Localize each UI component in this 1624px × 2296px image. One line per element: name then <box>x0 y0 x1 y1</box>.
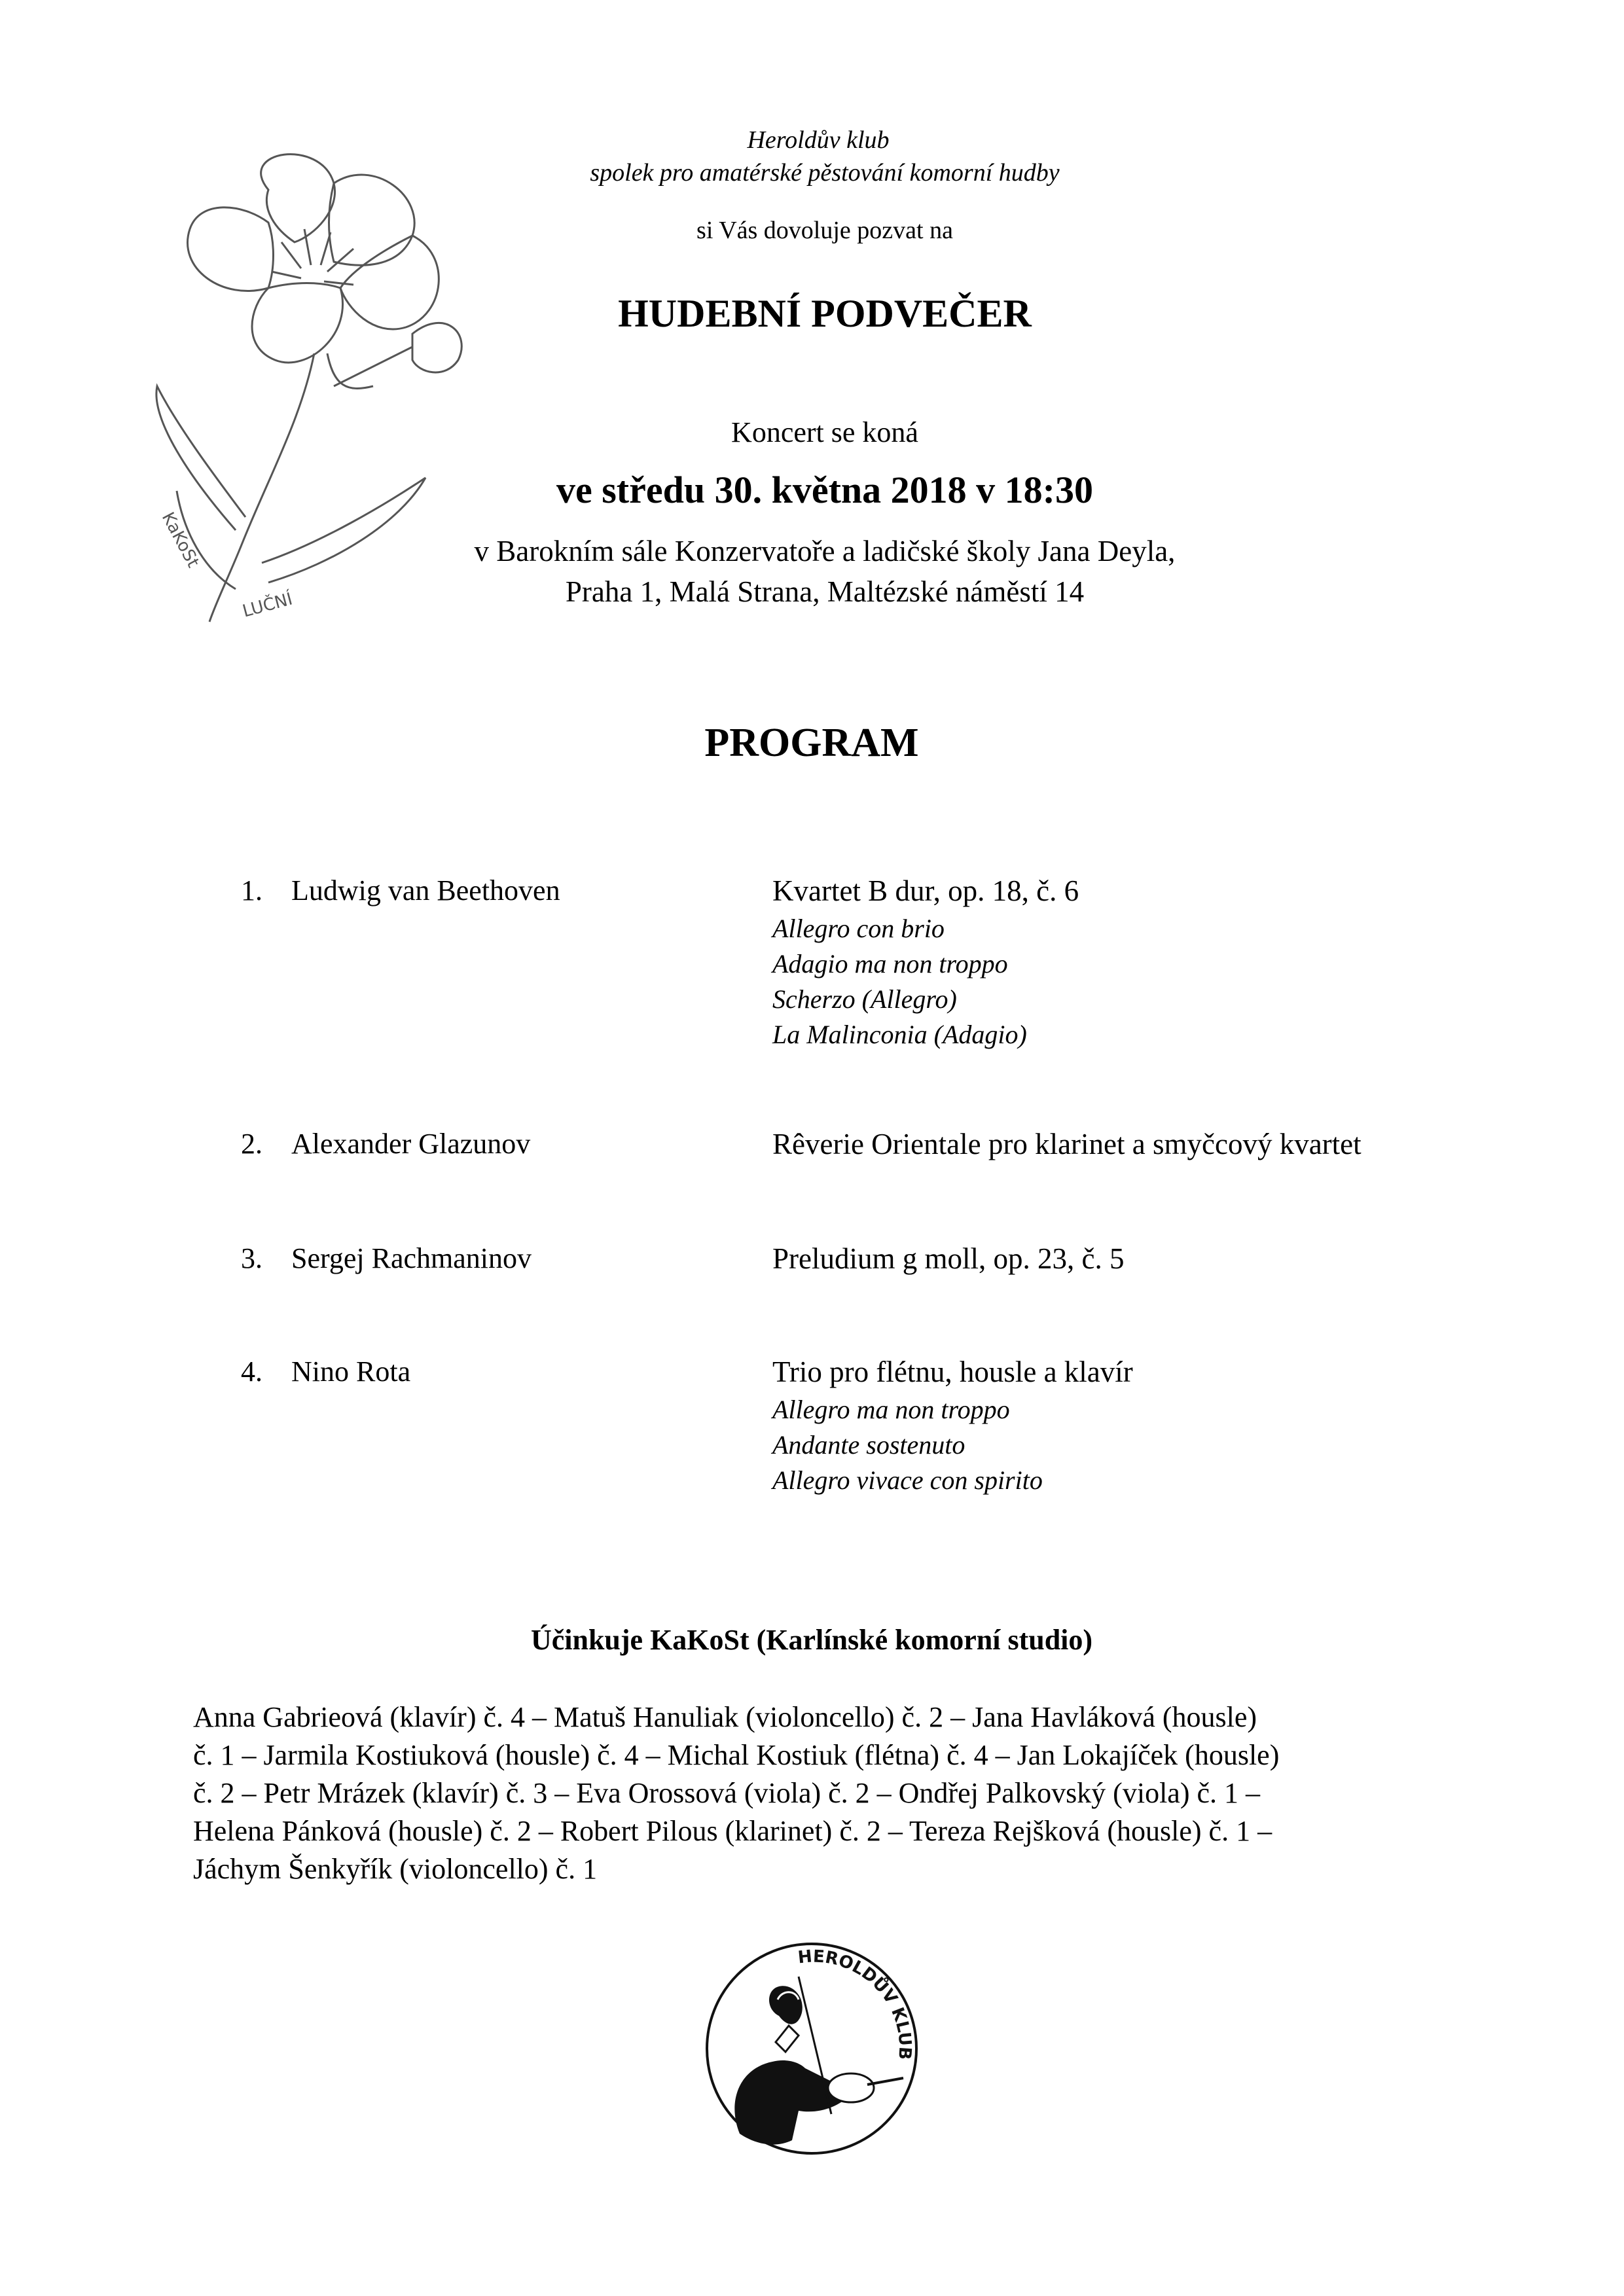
invite-text: si Vás dovoluje pozvat na <box>696 217 953 244</box>
movement: Andante sostenuto <box>772 1430 965 1460</box>
club-name: Heroldův klub <box>747 126 890 154</box>
performers-line: Helena Pánková (housle) č. 2 – Robert Pilous (klarinet) č. 2 – Tereza Rejšková (housle) č. 1 – <box>193 1815 1272 1847</box>
event-title: HUDEBNÍ PODVEČER <box>618 292 1032 335</box>
flower-caption-right: LUČNÍ <box>240 589 295 622</box>
flower-caption-left: KaKoSt <box>157 509 204 571</box>
movement: Allegro ma non troppo <box>772 1395 1010 1424</box>
program-item-composer: Sergej Rachmaninov <box>291 1242 532 1274</box>
movement: Adagio ma non troppo <box>772 949 1008 978</box>
concert-lead: Koncert se koná <box>731 416 918 448</box>
logo-text: HEROLDŮV KLUB <box>797 1946 915 2061</box>
program-item-composer: Ludwig van Beethoven <box>291 874 560 906</box>
performers-list <box>193 1698 1470 1888</box>
performers-line: č. 1 – Jarmila Kostiuková (housle) č. 4 – Michal Kostiuk (flétna) č. 4 – Jan Lokajíček (housle) <box>193 1739 1280 1771</box>
performers-heading: Účinkuje KaKoSt (Karlínské komorní studio) <box>530 1624 1093 1656</box>
program-item-number: 4. <box>241 1355 262 1388</box>
movement: La Malinconia (Adagio) <box>772 1020 1027 1049</box>
performers-line: Jáchym Šenkyřík (violoncello) č. 1 <box>193 1853 598 1885</box>
program-item-work: Rêverie Orientale pro klarinet a smyčcový kvartet <box>772 1128 1362 1160</box>
program-item-work: Trio pro flétnu, housle a klavír <box>772 1355 1133 1388</box>
concert-date: ve středu 30. května 2018 v 18:30 <box>556 469 1093 511</box>
program-item-number: 1. <box>241 874 262 906</box>
program-item-work: Preludium g moll, op. 23, č. 5 <box>772 1242 1125 1275</box>
violinist-logo-icon <box>700 1937 923 2160</box>
performers-line: č. 2 – Petr Mrázek (klavír) č. 3 – Eva Orossová (viola) č. 2 – Ondřej Palkovský (viola) č. 1 – <box>193 1777 1260 1809</box>
program-heading: PROGRAM <box>704 721 919 765</box>
program-item-composer: Alexander Glazunov <box>291 1128 531 1160</box>
movement: Allegro con brio <box>772 914 945 943</box>
club-subtitle: spolek pro amatérské pěstování komorní hudby <box>590 159 1060 187</box>
movement: Scherzo (Allegro) <box>772 984 957 1014</box>
venue-line2: Praha 1, Malá Strana, Maltézské náměstí 14 <box>565 575 1085 608</box>
program-item-work: Kvartet B dur, op. 18, č. 6 <box>772 874 1079 907</box>
program-item-number: 3. <box>241 1242 262 1274</box>
program-item-number: 2. <box>241 1128 262 1160</box>
performers-line: Anna Gabrieová (klavír) č. 4 – Matuš Hanuliak (violoncello) č. 2 – Jana Havláková (housle) <box>193 1701 1257 1733</box>
program-item-composer: Nino Rota <box>291 1355 411 1388</box>
venue-line1: v Barokním sále Konzervatoře a ladičské školy Jana Deyla, <box>474 535 1176 567</box>
movement: Allegro vivace con spirito <box>772 1465 1043 1495</box>
